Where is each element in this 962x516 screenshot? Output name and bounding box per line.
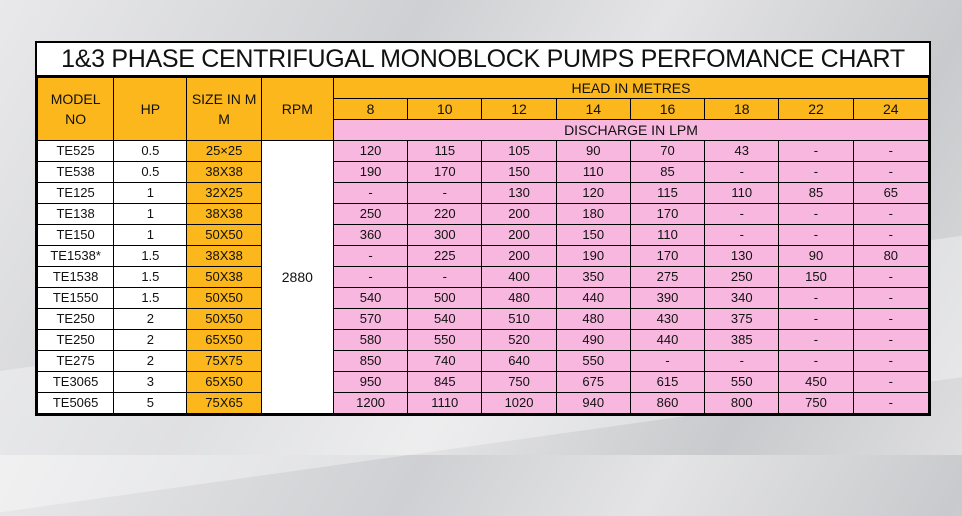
model-cell: TE150 <box>38 225 114 246</box>
size-cell: 75X65 <box>187 393 261 414</box>
size-cell: 65X50 <box>187 330 261 351</box>
discharge-cell: - <box>853 204 928 225</box>
discharge-cell: - <box>333 183 407 204</box>
discharge-cell: 390 <box>630 288 704 309</box>
discharge-cell: - <box>853 267 928 288</box>
discharge-cell: 500 <box>408 288 482 309</box>
head-value-cell: 16 <box>630 99 704 120</box>
discharge-cell: 110 <box>556 162 630 183</box>
discharge-cell: 1020 <box>482 393 556 414</box>
discharge-cell: - <box>779 162 853 183</box>
hp-cell: 0.5 <box>114 162 187 183</box>
discharge-cell: 800 <box>705 393 779 414</box>
discharge-cell: - <box>779 309 853 330</box>
discharge-cell: 540 <box>408 309 482 330</box>
discharge-cell: 580 <box>333 330 407 351</box>
discharge-cell: 350 <box>556 267 630 288</box>
chart-title: 1&3 PHASE CENTRIFUGAL MONOBLOCK PUMPS PERFOMANCE CHART <box>37 43 929 77</box>
table-row <box>38 246 929 267</box>
discharge-cell: 120 <box>556 183 630 204</box>
discharge-cell: - <box>853 141 928 162</box>
discharge-cell: 540 <box>333 288 407 309</box>
discharge-cell: 550 <box>408 330 482 351</box>
model-cell: TE275 <box>38 351 114 372</box>
discharge-cell: 550 <box>705 372 779 393</box>
discharge-cell: - <box>853 393 928 414</box>
head-value-cell: 18 <box>705 99 779 120</box>
performance-table <box>37 77 929 414</box>
header-model <box>38 78 114 141</box>
discharge-cell: - <box>779 330 853 351</box>
table-row <box>38 330 929 351</box>
discharge-cell: 43 <box>705 141 779 162</box>
discharge-cell: 170 <box>630 204 704 225</box>
discharge-cell: 850 <box>333 351 407 372</box>
discharge-cell: - <box>853 288 928 309</box>
discharge-cell: 150 <box>779 267 853 288</box>
discharge-cell: 570 <box>333 309 407 330</box>
discharge-cell: 115 <box>408 141 482 162</box>
discharge-cell: 80 <box>853 246 928 267</box>
discharge-cell: 110 <box>705 183 779 204</box>
table-row <box>38 204 929 225</box>
size-cell: 50X38 <box>187 267 261 288</box>
discharge-cell: - <box>705 204 779 225</box>
discharge-cell: 150 <box>482 162 556 183</box>
discharge-cell: 85 <box>630 162 704 183</box>
discharge-cell: 360 <box>333 225 407 246</box>
discharge-cell: 740 <box>408 351 482 372</box>
discharge-cell: 480 <box>556 309 630 330</box>
hp-cell: 1.5 <box>114 288 187 309</box>
hp-cell: 1 <box>114 183 187 204</box>
hp-cell: 5 <box>114 393 187 414</box>
model-cell: TE5065 <box>38 393 114 414</box>
discharge-cell: 750 <box>482 372 556 393</box>
discharge-cell: 440 <box>630 330 704 351</box>
discharge-cell: 520 <box>482 330 556 351</box>
discharge-cell: - <box>779 288 853 309</box>
discharge-cell: - <box>853 162 928 183</box>
discharge-cell: 510 <box>482 309 556 330</box>
model-cell: TE538 <box>38 162 114 183</box>
discharge-cell: - <box>705 351 779 372</box>
model-cell: TE1538 <box>38 267 114 288</box>
discharge-cell: 400 <box>482 267 556 288</box>
header-head: HEAD IN METRES <box>333 78 928 99</box>
discharge-cell: 385 <box>705 330 779 351</box>
model-cell: TE3065 <box>38 372 114 393</box>
discharge-cell: 675 <box>556 372 630 393</box>
discharge-cell: 200 <box>482 225 556 246</box>
discharge-cell: 340 <box>705 288 779 309</box>
head-value-cell: 12 <box>482 99 556 120</box>
discharge-cell: 250 <box>705 267 779 288</box>
discharge-cell: 550 <box>556 351 630 372</box>
size-cell: 38X38 <box>187 246 261 267</box>
discharge-cell: - <box>853 372 928 393</box>
discharge-cell: - <box>630 351 704 372</box>
discharge-cell: 120 <box>333 141 407 162</box>
discharge-cell: - <box>779 225 853 246</box>
discharge-cell: 170 <box>408 162 482 183</box>
table-row <box>38 372 929 393</box>
model-cell: TE525 <box>38 141 114 162</box>
discharge-cell: 200 <box>482 246 556 267</box>
hp-cell: 1.5 <box>114 246 187 267</box>
discharge-cell: 130 <box>705 246 779 267</box>
discharge-cell: 250 <box>333 204 407 225</box>
size-cell: 38X38 <box>187 162 261 183</box>
discharge-cell: 490 <box>556 330 630 351</box>
head-value-cell: 10 <box>408 99 482 120</box>
hp-cell: 1 <box>114 204 187 225</box>
discharge-cell: 190 <box>556 246 630 267</box>
discharge-cell: 430 <box>630 309 704 330</box>
table-row <box>38 162 929 183</box>
size-cell: 32X25 <box>187 183 261 204</box>
header-rpm: RPM <box>261 78 333 141</box>
header-size-label: SIZE IN M M <box>191 91 257 127</box>
discharge-cell: 180 <box>556 204 630 225</box>
model-cell: TE1538* <box>38 246 114 267</box>
head-value-cell: 24 <box>853 99 928 120</box>
discharge-cell: - <box>408 267 482 288</box>
size-cell: 50X50 <box>187 309 261 330</box>
header-hp: HP <box>114 78 187 141</box>
size-cell: 75X75 <box>187 351 261 372</box>
discharge-cell: 845 <box>408 372 482 393</box>
table-row <box>38 183 929 204</box>
model-cell: TE1550 <box>38 288 114 309</box>
discharge-cell: 90 <box>556 141 630 162</box>
discharge-cell: - <box>705 225 779 246</box>
discharge-cell: 65 <box>853 183 928 204</box>
discharge-cell: 640 <box>482 351 556 372</box>
head-value-cell: 8 <box>333 99 407 120</box>
discharge-cell: - <box>408 183 482 204</box>
discharge-cell: - <box>779 351 853 372</box>
discharge-cell: - <box>779 204 853 225</box>
table-row <box>38 288 929 309</box>
discharge-cell: 860 <box>630 393 704 414</box>
discharge-cell: 115 <box>630 183 704 204</box>
discharge-cell: 940 <box>556 393 630 414</box>
head-value-cell: 14 <box>556 99 630 120</box>
discharge-cell: - <box>853 309 928 330</box>
discharge-cell: 130 <box>482 183 556 204</box>
discharge-cell: 275 <box>630 267 704 288</box>
discharge-cell: 190 <box>333 162 407 183</box>
table-row <box>38 351 929 372</box>
table-row <box>38 225 929 246</box>
discharge-cell: - <box>333 246 407 267</box>
discharge-cell: 450 <box>779 372 853 393</box>
table-row <box>38 267 929 288</box>
discharge-cell: 440 <box>556 288 630 309</box>
rpm-cell: 2880 <box>261 141 333 414</box>
discharge-cell: 300 <box>408 225 482 246</box>
discharge-cell: 70 <box>630 141 704 162</box>
discharge-cell: 110 <box>630 225 704 246</box>
discharge-cell: 200 <box>482 204 556 225</box>
discharge-cell: 615 <box>630 372 704 393</box>
discharge-cell: 170 <box>630 246 704 267</box>
hp-cell: 2 <box>114 351 187 372</box>
header-discharge: DISCHARGE IN LPM <box>333 120 928 141</box>
discharge-cell: - <box>779 141 853 162</box>
header-size <box>187 78 261 141</box>
discharge-cell: 85 <box>779 183 853 204</box>
model-cell: TE250 <box>38 309 114 330</box>
discharge-cell: 1200 <box>333 393 407 414</box>
discharge-cell: 150 <box>556 225 630 246</box>
size-cell: 38X38 <box>187 204 261 225</box>
size-cell: 25×25 <box>187 141 261 162</box>
table-body <box>38 141 929 414</box>
size-cell: 50X50 <box>187 225 261 246</box>
discharge-cell: 375 <box>705 309 779 330</box>
discharge-cell: - <box>853 330 928 351</box>
discharge-cell: - <box>853 225 928 246</box>
model-cell: TE138 <box>38 204 114 225</box>
discharge-cell: - <box>333 267 407 288</box>
table-row <box>38 393 929 414</box>
table-row <box>38 309 929 330</box>
model-cell: TE250 <box>38 330 114 351</box>
hp-cell: 2 <box>114 330 187 351</box>
table-row <box>38 141 929 162</box>
discharge-cell: 480 <box>482 288 556 309</box>
discharge-cell: 225 <box>408 246 482 267</box>
size-cell: 50X50 <box>187 288 261 309</box>
performance-chart <box>35 41 931 416</box>
discharge-cell: 220 <box>408 204 482 225</box>
discharge-cell: 90 <box>779 246 853 267</box>
hp-cell: 0.5 <box>114 141 187 162</box>
discharge-cell: 750 <box>779 393 853 414</box>
discharge-cell: 950 <box>333 372 407 393</box>
size-cell: 65X50 <box>187 372 261 393</box>
hp-cell: 1.5 <box>114 267 187 288</box>
header-model-label: MODEL NO <box>50 91 101 127</box>
discharge-cell: 105 <box>482 141 556 162</box>
discharge-cell: 1110 <box>408 393 482 414</box>
hp-cell: 3 <box>114 372 187 393</box>
hp-cell: 2 <box>114 309 187 330</box>
discharge-cell: - <box>705 162 779 183</box>
discharge-cell: - <box>853 351 928 372</box>
head-value-cell: 22 <box>779 99 853 120</box>
hp-cell: 1 <box>114 225 187 246</box>
model-cell: TE125 <box>38 183 114 204</box>
